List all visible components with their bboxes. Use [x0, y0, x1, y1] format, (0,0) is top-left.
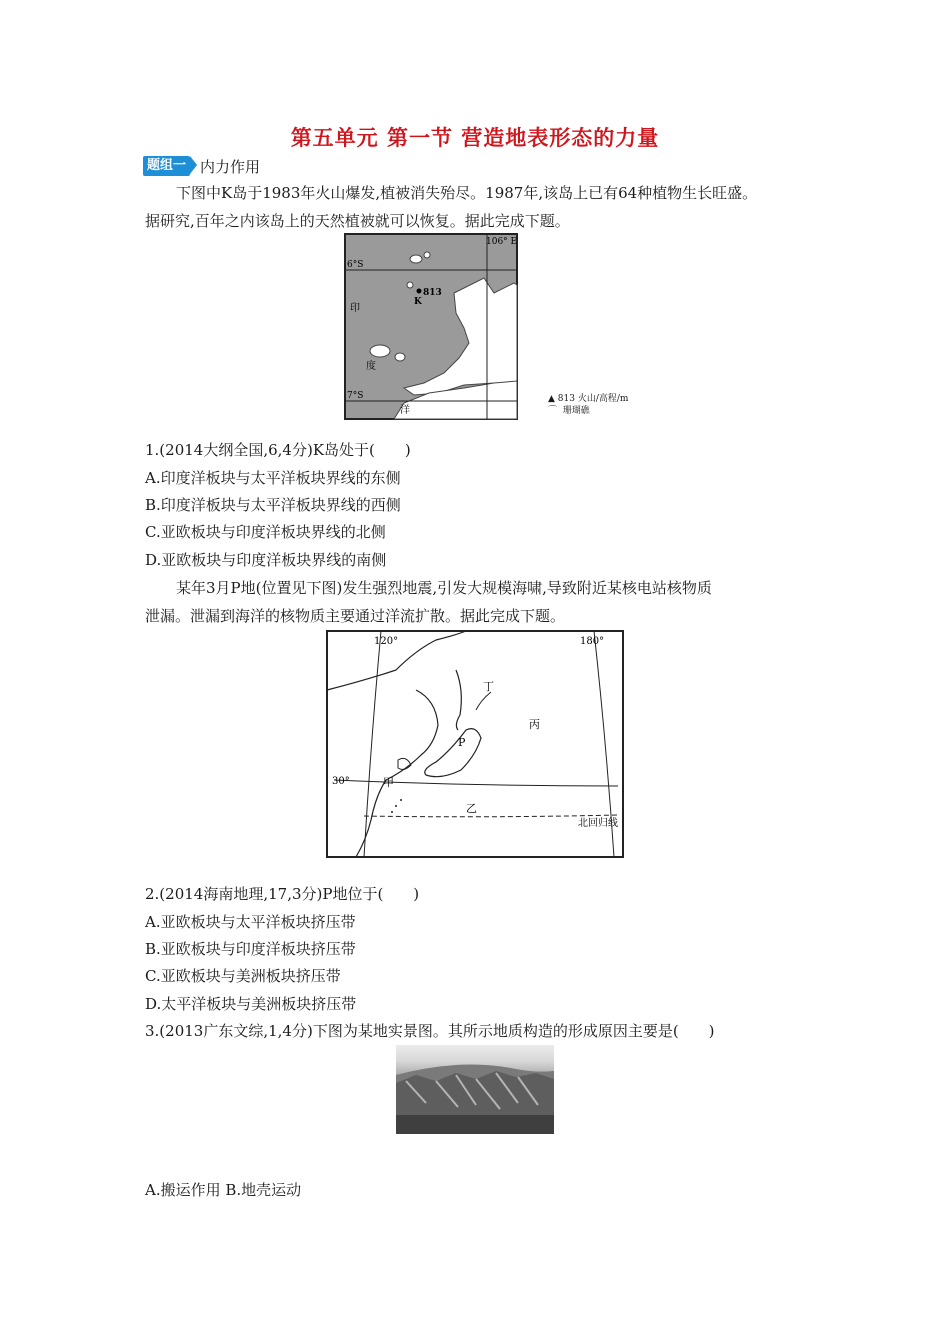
q1-option-b[interactable]: B.印度洋板块与太平洋板块界线的西侧 — [145, 496, 401, 514]
q2-option-a[interactable]: A.亚欧板块与太平洋板块挤压带 — [145, 913, 356, 931]
q1-option-d[interactable]: D.亚欧板块与印度洋板块界线的南侧 — [145, 551, 387, 569]
label-bing: 丙 — [529, 718, 540, 731]
sea-char-2: 度 — [366, 361, 376, 372]
sea-char-3: 洋 — [400, 405, 410, 416]
map-k-island — [344, 233, 544, 421]
q1-option-a[interactable]: A.印度洋板块与太平洋板块界线的东侧 — [145, 469, 401, 487]
volcano-value: 813 — [423, 288, 442, 298]
label-jia: 甲 — [383, 776, 394, 789]
label-yi: 乙 — [466, 802, 477, 815]
map-p-earthquake — [326, 630, 624, 858]
k-island-label: K — [414, 297, 422, 307]
q1-option-c[interactable]: C.亚欧板块与印度洋板块界线的北侧 — [145, 523, 386, 541]
map1-lat-top: 6°S — [347, 260, 364, 270]
map1-legend — [548, 393, 628, 417]
map2-lon-right: 180° — [580, 636, 605, 647]
map-k-island-svg — [344, 233, 544, 421]
map2-lon-left: 120° — [374, 636, 399, 647]
label-ding: 丁 — [483, 680, 494, 693]
label-p: P — [458, 736, 466, 749]
map2-lat-label: 30° — [332, 776, 350, 787]
intro1-line2: 据研究,百年之内该岛上的天然植被就可以恢复。据此完成下题。 — [145, 212, 570, 230]
map-p-svg — [326, 630, 624, 858]
intro1-line1: 下图中K岛于1983年火山爆发,植被消失殆尽。1987年,该岛上已有64种植物生长旺盛。 — [176, 184, 758, 202]
landscape-photo — [396, 1045, 554, 1134]
group-label: 内力作用 — [200, 157, 261, 176]
intro2-line2: 泄漏。泄漏到海洋的核物质主要通过洋流扩散。据此完成下题。 — [145, 607, 566, 625]
map1-lon-label: 106° E — [486, 237, 518, 247]
q1-stem: 1.(2014大纲全国,6,4分)K岛处于( ) — [145, 441, 411, 459]
map1-lat-bottom: 7°S — [347, 391, 364, 401]
sea-char-1: 印 — [350, 303, 360, 314]
intro2-line1: 某年3月P地(位置见下图)发生强烈地震,引发大规模海啸,导致附近某核电站核物质 — [176, 579, 712, 597]
group-badge: 题组一 — [143, 156, 190, 176]
q2-option-d[interactable]: D.太平洋板块与美洲板块挤压带 — [145, 995, 357, 1013]
legend-reef: ⌒ 珊瑚礁 — [548, 406, 590, 416]
volcano-marker — [417, 289, 422, 294]
q3-options[interactable]: A.搬运作用 B.地壳运动 — [145, 1181, 302, 1199]
legend-volcano: ▲ 813 火山/高程/m — [548, 394, 629, 404]
q2-option-b[interactable]: B.亚欧板块与印度洋板块挤压带 — [145, 940, 356, 958]
tropic-label: 北回归线 — [578, 818, 618, 829]
q3-stem: 3.(2013广东文综,1,4分)下图为某地实景图。其所示地质构造的形成原因主要是( ) — [145, 1022, 715, 1040]
question-group-header — [143, 155, 260, 177]
page-title: 第五单元 第一节 营造地表形态的力量 — [290, 126, 660, 150]
q2-option-c[interactable]: C.亚欧板块与美洲板块挤压带 — [145, 967, 341, 985]
landscape-photo-svg — [396, 1045, 554, 1134]
q2-stem: 2.(2014海南地理,17,3分)P地位于( ) — [145, 885, 420, 903]
